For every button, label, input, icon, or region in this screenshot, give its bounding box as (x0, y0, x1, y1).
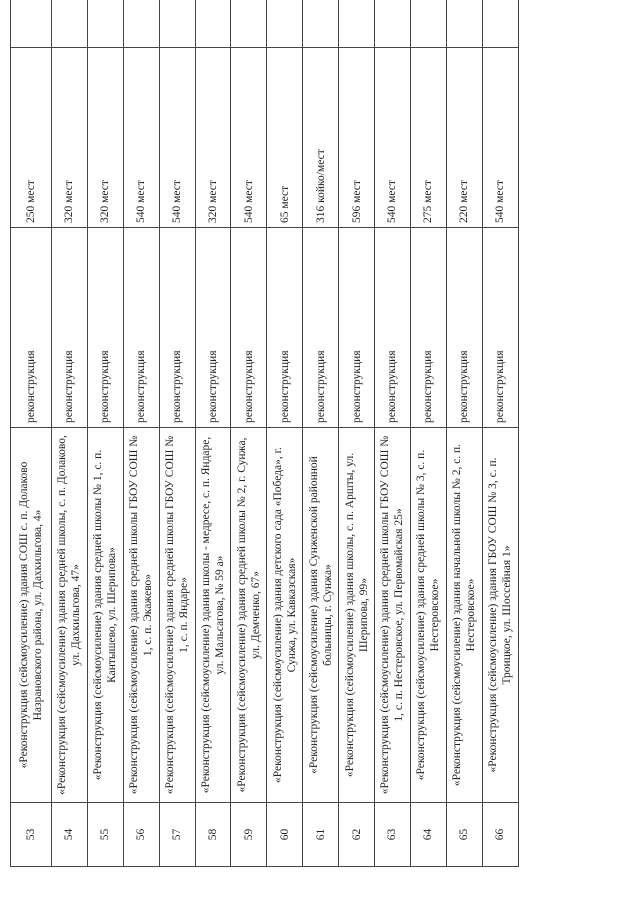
empty-cell (410, 0, 446, 48)
empty-cell (375, 0, 411, 48)
table-body (11, 0, 519, 867)
table-row (87, 0, 123, 867)
capacity-cell: 540 мест (123, 48, 159, 228)
row-number-cell: 54 (52, 803, 88, 867)
work-type-cell: реконструкция (11, 228, 52, 428)
table-row (303, 0, 339, 867)
empty-cell (52, 0, 88, 48)
capacity-cell: 275 мест (410, 48, 446, 228)
table-row (52, 0, 88, 867)
table-row (375, 0, 411, 867)
object-name-cell: «Реконструкция (сейсмоусиление) здания средней школы № 2, г. Сунжа, ул. Демченко, 67» (231, 428, 267, 803)
row-number-cell: 59 (231, 803, 267, 867)
object-name-cell: «Реконструкция (сейсмоусиление) здания школы, с. п. Аршты, ул. Шерипова, 99» (339, 428, 375, 803)
capacity-cell: 540 мест (159, 48, 195, 228)
object-name-cell: «Реконструкция (сейсмоусиление) здания средней школы ГБОУ СОШ № 1, с. п. Нестеровское, ул. Первомайская 25» (375, 428, 411, 803)
row-number-cell: 53 (11, 803, 52, 867)
empty-cell (446, 0, 482, 48)
empty-cell (303, 0, 339, 48)
table-row (11, 0, 52, 867)
capacity-cell: 596 мест (339, 48, 375, 228)
row-number-cell: 58 (195, 803, 231, 867)
object-name-cell: «Реконструкция (сейсмоусиление) здания школы - медресе, с. п. Яндаре, ул. Мальсагова, № 59 а» (195, 428, 231, 803)
object-name-cell: «Реконструкция (сейсмоусиление) здания ГБОУ СОШ № 3, с. п. Троицкое, ул. Шоссейная 1» (482, 428, 518, 803)
empty-cell (231, 0, 267, 48)
capacity-cell: 250 мест (11, 48, 52, 228)
capacity-cell: 320 мест (87, 48, 123, 228)
work-type-cell: реконструкция (339, 228, 375, 428)
capacity-cell: 316 койко/мест (303, 48, 339, 228)
object-name-cell: «Реконструкция (сейсмоусиление) здания средней школы № 3, с. п. Нестеровское» (410, 428, 446, 803)
empty-cell (11, 0, 52, 48)
work-type-cell: реконструкция (267, 228, 303, 428)
table-row (410, 0, 446, 867)
table-row (159, 0, 195, 867)
work-type-cell: реконструкция (446, 228, 482, 428)
work-type-cell: реконструкция (52, 228, 88, 428)
table-row (482, 0, 518, 867)
empty-cell (123, 0, 159, 48)
capacity-cell: 540 мест (231, 48, 267, 228)
table-row (231, 0, 267, 867)
work-type-cell: реконструкция (482, 228, 518, 428)
work-type-cell: реконструкция (159, 228, 195, 428)
work-type-cell: реконструкция (87, 228, 123, 428)
row-number-cell: 56 (123, 803, 159, 867)
object-name-cell: «Реконструкция (сейсмоусиление) здания Сунженской районной больницы, г. Сунжа» (303, 428, 339, 803)
capacity-cell: 540 мест (482, 48, 518, 228)
object-name-cell: «Реконструкция (сейсмоусиление) здания средней школы, с. п. Долаково, ул. Дахкильгова, 47» (52, 428, 88, 803)
table-row (446, 0, 482, 867)
empty-cell (159, 0, 195, 48)
row-number-cell: 61 (303, 803, 339, 867)
object-name-cell: «Реконструкция (сейсмоусиление) здания СОШ с. п. Долаково Назрановского района, ул. Дахкильгова, 4» (11, 428, 52, 803)
capacity-cell: 65 мест (267, 48, 303, 228)
work-type-cell: реконструкция (195, 228, 231, 428)
row-number-cell: 62 (339, 803, 375, 867)
row-number-cell: 63 (375, 803, 411, 867)
empty-cell (482, 0, 518, 48)
object-name-cell: «Реконструкция (сейсмоусиление) здания средней школы ГБОУ СОШ № 1, с. п. Яндаре» (159, 428, 195, 803)
object-name-cell: «Реконструкция (сейсмоусиление) здания средней школы № 1, с. п. Кантышево, ул. Шерипова» (87, 428, 123, 803)
row-number-cell: 64 (410, 803, 446, 867)
reconstruction-objects-table (10, 0, 519, 867)
empty-cell (195, 0, 231, 48)
row-number-cell: 66 (482, 803, 518, 867)
table-row (339, 0, 375, 867)
empty-cell (87, 0, 123, 48)
row-number-cell: 55 (87, 803, 123, 867)
row-number-cell: 57 (159, 803, 195, 867)
object-name-cell: «Реконструкция (сейсмоусиление) здания средней школы ГБОУ СОШ № 1, с. п. Экажево» (123, 428, 159, 803)
empty-cell (339, 0, 375, 48)
capacity-cell: 220 мест (446, 48, 482, 228)
work-type-cell: реконструкция (375, 228, 411, 428)
row-number-cell: 60 (267, 803, 303, 867)
work-type-cell: реконструкция (123, 228, 159, 428)
object-name-cell: «Реконструкция (сейсмоусиление) здания детского сада «Победа», г. Сунжа, ул. Кавказская» (267, 428, 303, 803)
work-type-cell: реконструкция (303, 228, 339, 428)
table-row (195, 0, 231, 867)
row-number-cell: 65 (446, 803, 482, 867)
capacity-cell: 320 мест (195, 48, 231, 228)
table-row (123, 0, 159, 867)
capacity-cell: 320 мест (52, 48, 88, 228)
work-type-cell: реконструкция (410, 228, 446, 428)
object-name-cell: «Реконструкция (сейсмоусиление) здания начальной школы № 2, с. п. Нестеровское» (446, 428, 482, 803)
table-row (267, 0, 303, 867)
work-type-cell: реконструкция (231, 228, 267, 428)
capacity-cell: 540 мест (375, 48, 411, 228)
empty-cell (267, 0, 303, 48)
